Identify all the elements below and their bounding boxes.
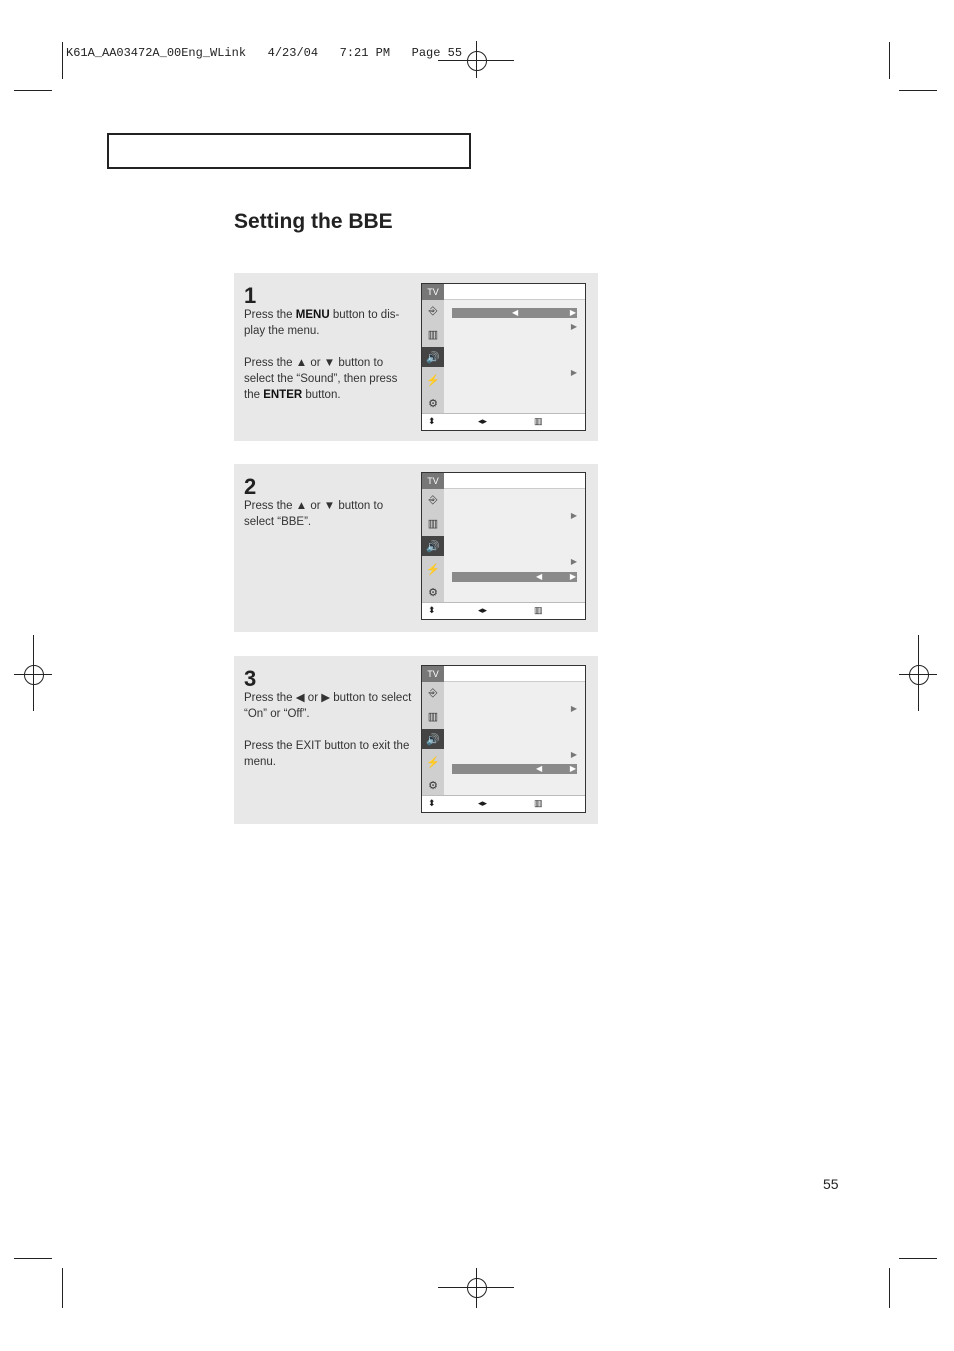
submenu-arrow-icon: ▶ [570,704,577,713]
submenu-arrow-icon: ▶ [570,322,577,331]
step-3 [234,656,598,824]
setup-icon: ⚙ [428,586,438,599]
move-icon: ⬍ [428,605,436,615]
highlight-bar: ◀ ▶ [452,764,577,774]
chapter-header-box [107,133,471,169]
osd-menu-screenshot [421,665,586,813]
move-icon: ⬍ [428,416,436,426]
page-title: Setting the BBE [234,210,393,233]
step-number: 3 [244,666,257,691]
step-instructions: Press the MENU button to dis-play the menu. Press the ▲ or ▼ button to select the “Sound”, then press the ENTER button. [244,309,400,401]
menu-icon: ▥ [534,416,543,426]
menu-icon: ▥ [534,798,543,808]
adjust-icon: ◂▸ [478,416,488,426]
move-icon: ⬍ [428,798,436,808]
step-1 [234,273,598,441]
sound-icon: 🔊 [422,347,444,367]
picture-icon: ▥ [427,517,439,530]
channel-icon: ⚡ [426,374,440,387]
step-instructions: Press the ▲ or ▼ button to select “BBE”. [244,500,384,528]
channel-icon: ⚡ [426,563,440,576]
tv-label: TV [422,284,444,300]
page-number: 55 [823,1176,839,1192]
step-2 [234,464,598,632]
sound-icon: 🔊 [422,729,444,749]
step-number: 2 [244,474,257,499]
menu-icon: ▥ [534,605,543,615]
picture-icon: ▥ [427,328,439,341]
submenu-arrow-icon: ▶ [570,511,577,520]
sound-icon: 🔊 [422,536,444,556]
picture-icon: ▥ [427,710,439,723]
print-slug: K61A_AA03472A_00Eng_WLink 4/23/04 7:21 PM Page 55 [66,46,463,60]
tv-label: TV [422,666,444,682]
highlight-bar: ◀ ▶ [452,572,577,582]
submenu-arrow-icon: ▶ [570,557,577,566]
osd-menu-screenshot [421,283,586,431]
submenu-arrow-icon: ▶ [570,750,577,759]
adjust-icon: ◂▸ [478,798,488,808]
input-icon: ⎆ [428,493,438,506]
highlight-bar: ◀ ▶ [452,308,577,318]
input-icon: ⎆ [428,304,438,317]
adjust-icon: ◂▸ [478,605,488,615]
input-icon: ⎆ [428,686,438,699]
step-number: 1 [244,283,257,308]
tv-label: TV [422,473,444,489]
osd-menu-screenshot [421,472,586,620]
channel-icon: ⚡ [426,756,440,769]
setup-icon: ⚙ [428,779,438,792]
setup-icon: ⚙ [428,397,438,410]
step-instructions: Press the ◀ or ▶ button to select “On” or “Off”. Press the EXIT button to exit the menu. [244,692,412,768]
submenu-arrow-icon: ▶ [570,368,577,377]
